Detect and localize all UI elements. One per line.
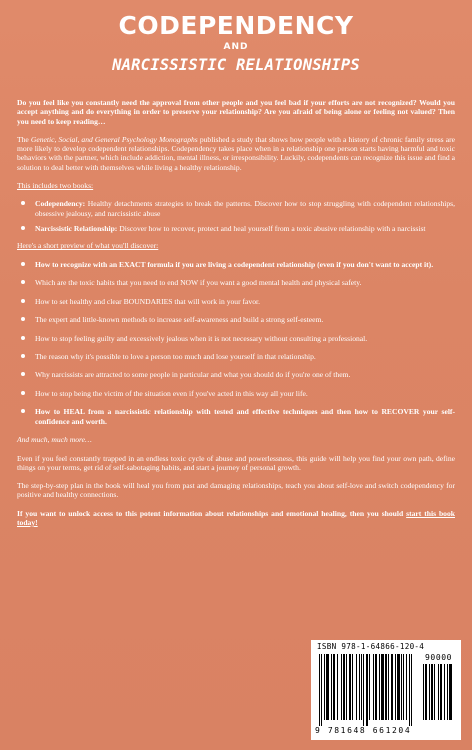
preview-item: The reason why it's possible to love a person too much and lose yourself in that relationship. [17, 352, 455, 361]
book-item [17, 199, 455, 218]
price-code: 90000 [425, 653, 453, 662]
barcode-bar [346, 654, 347, 720]
barcode-bar [361, 654, 362, 720]
barcode-bar [425, 664, 427, 720]
book-desc: Healthy detachments strategies to break the patterns. Discover how to stop struggling with codependent relationships, obsessive jealousy, and narcissistic abuse [35, 199, 455, 218]
barcode-bar [395, 654, 396, 720]
study-rest: published a study that shows how people with a history of chronic family stress are more likely to develop codependent relationships. Codependency takes place when in a relationship one person starts having harmful and toxic behaviors with the partner, which include addiction, mental illness, or irresponsibility. Luckily, codependents can recognize this issue and find a solution to deal better with themselves while living a healthy relationship. [17, 134, 455, 172]
barcode-bar [337, 654, 338, 720]
preview-item: How to stop feeling guilty and excessively jealous when it is not necessary without consulting a professional. [17, 334, 455, 343]
study-prefix: The [17, 134, 31, 144]
barcode-bar [333, 654, 335, 720]
barcode-bar [363, 654, 364, 726]
cta-text: If you want to unlock access to this potent information about relationships and emotional healing, then you should [17, 508, 407, 518]
barcode-bar [331, 654, 332, 720]
books-heading: This includes two books: [17, 181, 94, 191]
barcode-bar [388, 654, 389, 720]
preview-item: How to stop being the victim of the situation even if you've acted in this way all your life. [17, 389, 455, 398]
title-line-and: AND [223, 42, 249, 52]
cta-link: start this book today! [17, 508, 455, 527]
intro-paragraph: Do you feel like you constantly need the approval from other people and you feel bad if your efforts are not recognized? Would you accept anything and do everything in order to preserve your relationship? Are you afraid of being alone or feeling not valued? Then you need to keep reading… [17, 98, 455, 126]
barcode-bar [341, 654, 342, 720]
barcode-bar [409, 654, 410, 726]
barcode-bar [449, 664, 452, 720]
barcode-main-bars [319, 654, 419, 726]
title-line-narcissistic: NARCISSISTIC RELATIONSHIPS [112, 56, 360, 74]
barcode-bar [411, 654, 412, 726]
book-item [17, 224, 455, 233]
barcode-bar [447, 664, 448, 720]
preview-item: Why narcissists are attracted to some people in particular and what you should do if you're one of them. [17, 370, 455, 379]
barcode-bar [352, 654, 353, 720]
barcode-bar [397, 654, 400, 720]
barcode-bar [431, 664, 433, 720]
barcode-bar [321, 654, 322, 726]
title-line-codependency: CODEPENDENCY [118, 11, 354, 40]
barcode-bar [326, 654, 329, 720]
book-name: Narcissistic Relationship: [35, 223, 118, 233]
preview-heading: Here's a short preview of what you'll discover: [17, 241, 159, 251]
isbn-digits: 9 781648 661204 [315, 726, 412, 735]
barcode-bar [391, 654, 393, 720]
preview-item: The expert and little-known methods to increase self-awareness and build a strong self-esteem. [17, 315, 455, 324]
book-name: Codependency: [35, 199, 86, 209]
plan-paragraph: The step-by-step plan in the book will heal you from past and damaging relationships, teach you about self-love and switch codependency for positive and healthy connections. [17, 481, 455, 500]
trapped-paragraph: Even if you feel constantly trapped in an endless toxic cycle of abuse and powerlessness, this guide will help you find your own path, define things on your terms, get rid of self-sabotaging habits, and start a journey of personal growth. [17, 453, 455, 472]
cover-title [0, 12, 472, 76]
barcode-bar [429, 664, 430, 720]
preview-item: How to set healthy and clear BOUNDARIES that will work in your favor. [17, 297, 455, 306]
barcode-bar [375, 654, 377, 720]
book-desc: Discover how to recover, protect and heal yourself from a toxic abusive relationship with a narcissist [117, 223, 426, 233]
preview-item: How to recognize with an EXACT formula if you are living a codependent relationship (even if you don't want to accept it). [17, 260, 455, 269]
barcode-bar [406, 654, 407, 720]
barcode-bar [324, 654, 325, 720]
study-source: Genetic, Social, and General Psychology Monographs [30, 134, 198, 144]
and-more-text: And much, much more… [17, 435, 92, 445]
barcode-bar [369, 654, 370, 720]
preview-list [17, 260, 455, 426]
barcode-bar [373, 654, 374, 720]
barcode-bar [385, 654, 387, 720]
study-paragraph [17, 135, 455, 172]
books-list [17, 199, 455, 233]
barcode-bar [401, 654, 402, 720]
barcode-bar [440, 664, 442, 720]
isbn-label: ISBN 978-1-64866-120-4 [317, 642, 425, 651]
barcode-bar [423, 664, 424, 720]
isbn-barcode [311, 640, 461, 740]
description-text [17, 98, 455, 536]
barcode-bar [444, 664, 445, 720]
barcode-bar [343, 654, 345, 720]
barcode-bar [366, 654, 368, 726]
preview-item: How to HEAL from a narcissistic relationship with tested and effective techniques and then how to RECOVER your self-confidence and worth. [17, 407, 455, 426]
barcode-bar [379, 654, 380, 720]
barcode-bar [434, 664, 435, 720]
barcode-bar [349, 654, 351, 720]
barcode-bar [356, 654, 357, 720]
barcode-addon-bars [423, 664, 455, 726]
barcode-bar [319, 654, 320, 726]
barcode-bar [381, 654, 384, 720]
preview-item: Which are the toxic habits that you need to end NOW if you want a good mental health and physical safety. [17, 278, 455, 287]
barcode-bar [438, 664, 439, 720]
cta-paragraph [17, 509, 455, 528]
barcode-bar [403, 654, 404, 720]
barcode-bar [359, 654, 360, 720]
